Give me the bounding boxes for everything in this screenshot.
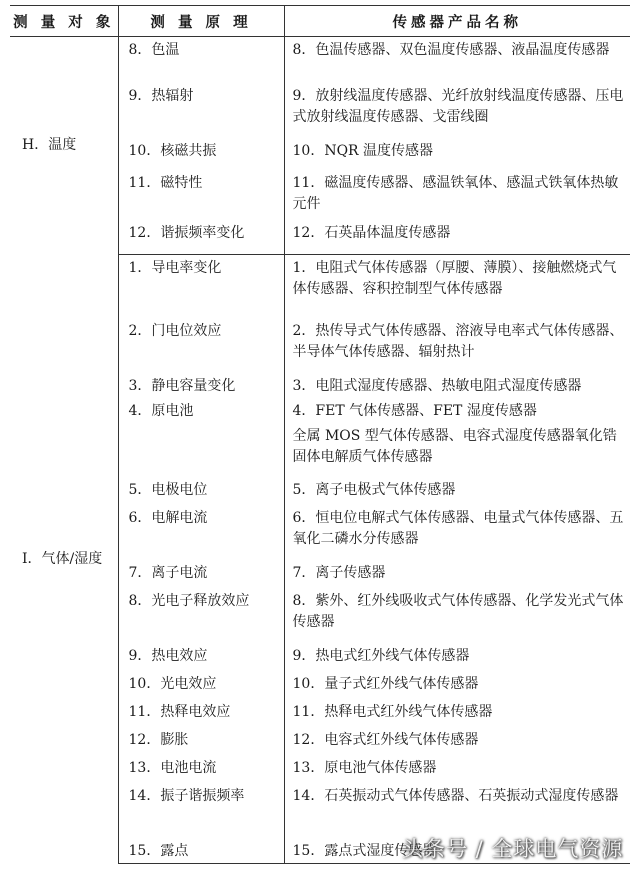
principle-cell: 7．离子电流 bbox=[118, 560, 284, 588]
table-row bbox=[10, 255, 630, 318]
principle-cell: 8．色温 bbox=[118, 37, 284, 83]
product-name-cell: 7．离子传感器 bbox=[284, 560, 630, 588]
watermark: 头条号 / 全球电气资源 bbox=[402, 837, 624, 861]
sensor-table bbox=[10, 5, 630, 864]
principle-cell: 1．导电率变化 bbox=[118, 255, 284, 318]
principle-cell: 11．磁特性 bbox=[118, 170, 284, 220]
product-name-cell: 9．放射线温度传感器、光纤放射线温度传感器、压电式放射线温度传感器、戈雷线圈 bbox=[284, 83, 630, 138]
product-name-cell: 13．原电池气体传感器 bbox=[284, 755, 630, 783]
measured-object-cell: I．气体/湿度 bbox=[22, 550, 103, 567]
principle-cell: 9．热电效应 bbox=[118, 643, 284, 671]
product-name-cell: 14．石英振动式气体传感器、石英振动式湿度传感器 bbox=[284, 783, 630, 838]
principle-cell: 12．谐振频率变化 bbox=[118, 220, 284, 255]
principle-cell: 10．核磁共振 bbox=[118, 138, 284, 170]
product-name-cell: 8．紫外、红外线吸收式气体传感器、化学发光式气体传感器 bbox=[284, 588, 630, 643]
product-name-cell: 10．量子式红外线气体传感器 bbox=[284, 671, 630, 699]
product-name-cell: 1．电阻式气体传感器（厚腰、薄膜）、接触燃烧式气体传感器、容积控制型气体传感器 bbox=[284, 255, 630, 318]
product-name-cell: 11．热释电式红外线气体传感器 bbox=[284, 699, 630, 727]
header-measured-object: 测 量 对 象 bbox=[10, 6, 118, 37]
principle-cell: 13．电池电流 bbox=[118, 755, 284, 783]
principle-cell: 4．原电池 bbox=[118, 398, 284, 423]
product-name-cell: 8．色温传感器、双色温度传感器、液晶温度传感器 bbox=[284, 37, 630, 83]
principle-cell: 3．静电容量变化 bbox=[118, 373, 284, 398]
product-name-cell: 10．NQR 温度传感器 bbox=[284, 138, 630, 170]
product-name-cell: 5．离子电极式气体传感器 bbox=[284, 477, 630, 505]
header-measurement-principle: 测 量 原 理 bbox=[118, 6, 284, 37]
principle-cell bbox=[118, 423, 284, 477]
measured-object-cell: H．温度 bbox=[22, 137, 77, 154]
product-name-cell: 2．热传导式气体传感器、溶液导电率式气体传感器、半导体气体传感器、辐射热计 bbox=[284, 318, 630, 373]
product-name-cell: 12．电容式红外线气体传感器 bbox=[284, 727, 630, 755]
principle-cell: 14．振子谐振频率 bbox=[118, 783, 284, 838]
principle-cell: 12．膨胀 bbox=[118, 727, 284, 755]
product-name-cell: 4．FET 气体传感器、FET 湿度传感器 bbox=[284, 398, 630, 423]
header-product-name: 传感器产品名称 bbox=[284, 6, 630, 37]
table-body bbox=[10, 37, 630, 864]
principle-cell: 10．光电效应 bbox=[118, 671, 284, 699]
product-name-cell: 11．磁温度传感器、感温铁氧体、感温式铁氧体热敏元件 bbox=[284, 170, 630, 220]
principle-cell: 5．电极电位 bbox=[118, 477, 284, 505]
principle-cell: 6．电解电流 bbox=[118, 505, 284, 560]
principle-cell: 9．热辐射 bbox=[118, 83, 284, 138]
table-row bbox=[10, 37, 630, 83]
principle-cell: 11．热释电效应 bbox=[118, 699, 284, 727]
principle-cell: 8．光电子释放效应 bbox=[118, 588, 284, 643]
principle-cell: 15．露点 bbox=[118, 838, 284, 864]
product-name-cell: 6．恒电位电解式气体传感器、电量式气体传感器、五氧化二磷水分传感器 bbox=[284, 505, 630, 560]
product-name-cell: 15．露点式湿度传感器 bbox=[284, 838, 630, 864]
header-row bbox=[10, 6, 630, 37]
product-name-cell: 9．热电式红外线气体传感器 bbox=[284, 643, 630, 671]
product-name-cell: 3．电阻式湿度传感器、热敏电阻式湿度传感器 bbox=[284, 373, 630, 398]
product-name-cell: 全属 MOS 型气体传感器、电容式湿度传感器氧化锆固体电解质气体传感器 bbox=[284, 423, 630, 477]
product-name-cell: 12．石英晶体温度传感器 bbox=[284, 220, 630, 255]
principle-cell: 2．门电位效应 bbox=[118, 318, 284, 373]
